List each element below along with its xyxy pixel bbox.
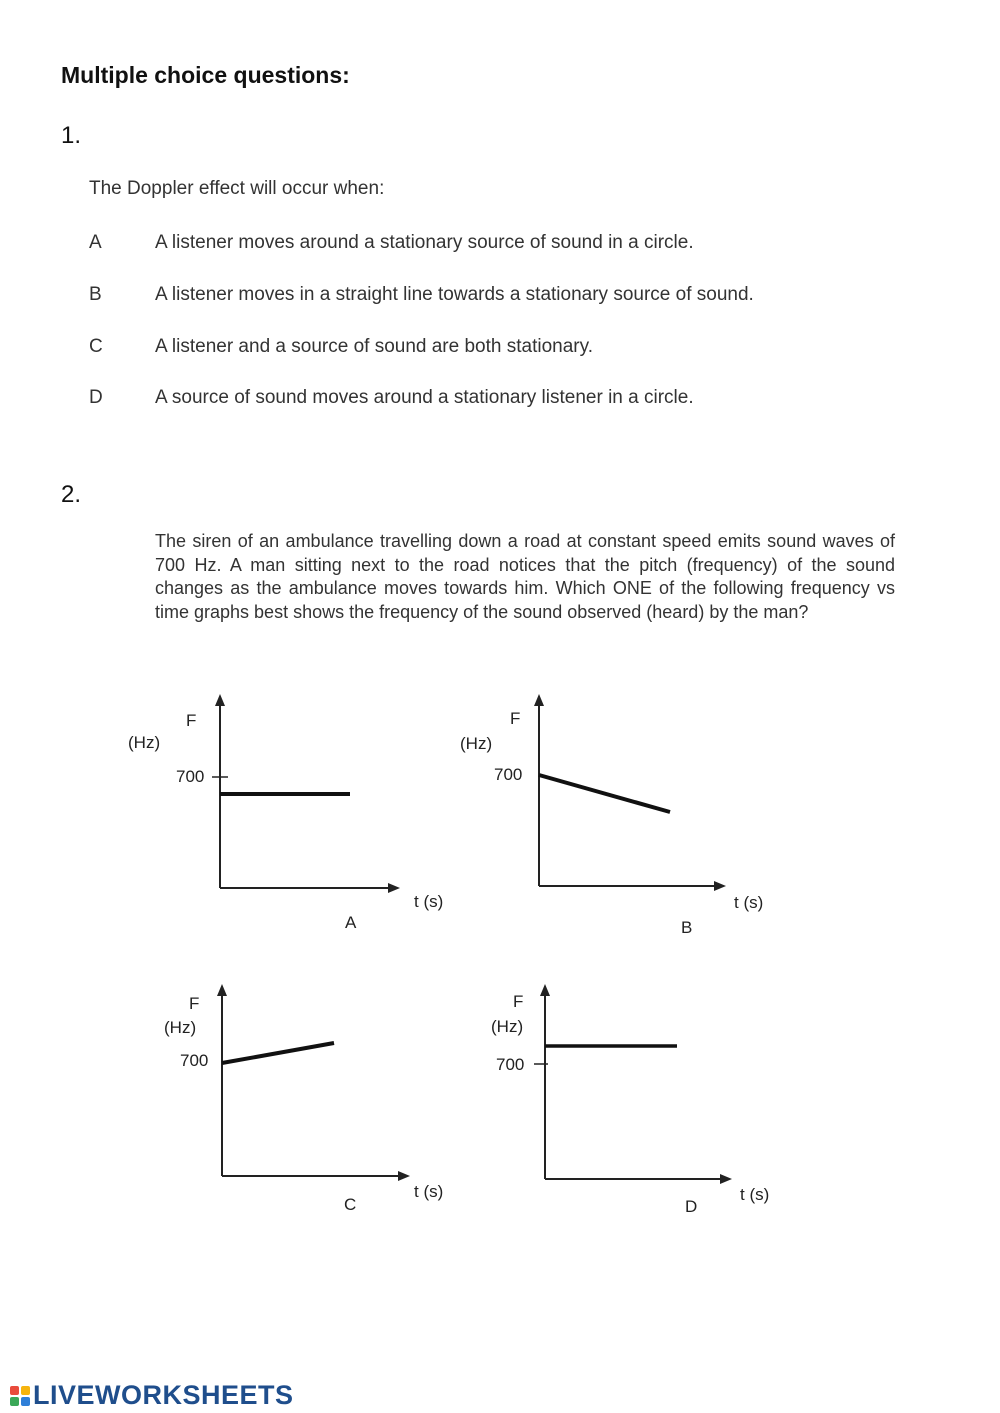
graph-d-t-label: t (s) [740, 1185, 770, 1204]
graph-c-line [222, 1043, 334, 1063]
graph-b-unit-label: (Hz) [460, 734, 493, 753]
logo-square-yellow [21, 1386, 30, 1395]
graph-a-x-arrow [388, 883, 400, 893]
graph-a-letter: A [345, 913, 357, 932]
q1-option-b-text: A listener moves in a straight line towards a stationary source of sound. [155, 284, 754, 305]
graph-d [440, 980, 800, 1230]
graph-c-unit-label: (Hz) [164, 1018, 197, 1037]
question-2-number: 2. [61, 481, 82, 508]
graph-c-letter: C [344, 1195, 357, 1214]
graph-a [120, 690, 480, 940]
graph-c-y-arrow [217, 984, 227, 996]
graph-c-t-label: t (s) [414, 1182, 444, 1201]
q1-option-d-letter: D [89, 387, 103, 408]
page-heading: Multiple choice questions: [61, 62, 350, 88]
graph-b-x-arrow [714, 881, 726, 891]
graph-d-letter: D [685, 1197, 698, 1216]
graph-c-x-arrow [398, 1171, 410, 1181]
graph-a-t-label: t (s) [414, 892, 444, 911]
question-2-stem: The siren of an ambulance travelling down a road at constant speed emits sound waves of 700 Hz. A man sitting next to the road notices that the pitch (frequency) of the sound changes as the ambulance moves towards him. Which ONE of the following frequency vs time graphs best shows the frequency of the sound observed (heard) by the man? [155, 531, 895, 622]
graph-b-y-arrow [534, 694, 544, 706]
graph-d-700-label: 700 [496, 1055, 525, 1074]
graph-b-letter: B [681, 918, 693, 937]
liveworksheets-logo [10, 1380, 294, 1411]
logo-square-blue [21, 1397, 30, 1406]
q1-option-c-text: A listener and a source of sound are both stationary. [155, 336, 593, 357]
q1-option-b-letter: B [89, 284, 102, 305]
graph-a-y-arrow [215, 694, 225, 706]
logo-square-green [10, 1397, 19, 1406]
graph-d-x-arrow [720, 1174, 732, 1184]
graph-d-f-label: F [513, 992, 524, 1011]
graph-a-unit-label: (Hz) [128, 733, 161, 752]
q1-option-a-text: A listener moves around a stationary source of sound in a circle. [155, 232, 694, 253]
graph-b-t-label: t (s) [734, 893, 764, 912]
graph-b-f-label: F [510, 709, 521, 728]
graph-c-f-label: F [189, 994, 200, 1013]
graph-b [440, 690, 800, 940]
q1-option-d-text: A source of sound moves around a stationary listener in a circle. [155, 387, 694, 408]
graph-c-700-label: 700 [180, 1051, 209, 1070]
logo-square-red [10, 1386, 19, 1395]
graph-d-y-arrow [540, 984, 550, 996]
question-1-number: 1. [61, 122, 82, 149]
graph-a-700-label: 700 [176, 767, 205, 786]
q1-option-a-letter: A [89, 232, 102, 253]
graph-c [120, 980, 480, 1230]
graph-b-line [539, 775, 670, 812]
logo-text: LIVEWORKSHEETS [33, 1380, 294, 1410]
logo-grid-icon [10, 1386, 30, 1406]
graph-d-unit-label: (Hz) [491, 1017, 524, 1036]
q1-option-c-letter: C [89, 336, 103, 357]
graph-b-700-label: 700 [494, 765, 523, 784]
graph-a-f-label: F [186, 711, 197, 730]
question-1-stem: The Doppler effect will occur when: [89, 178, 385, 199]
